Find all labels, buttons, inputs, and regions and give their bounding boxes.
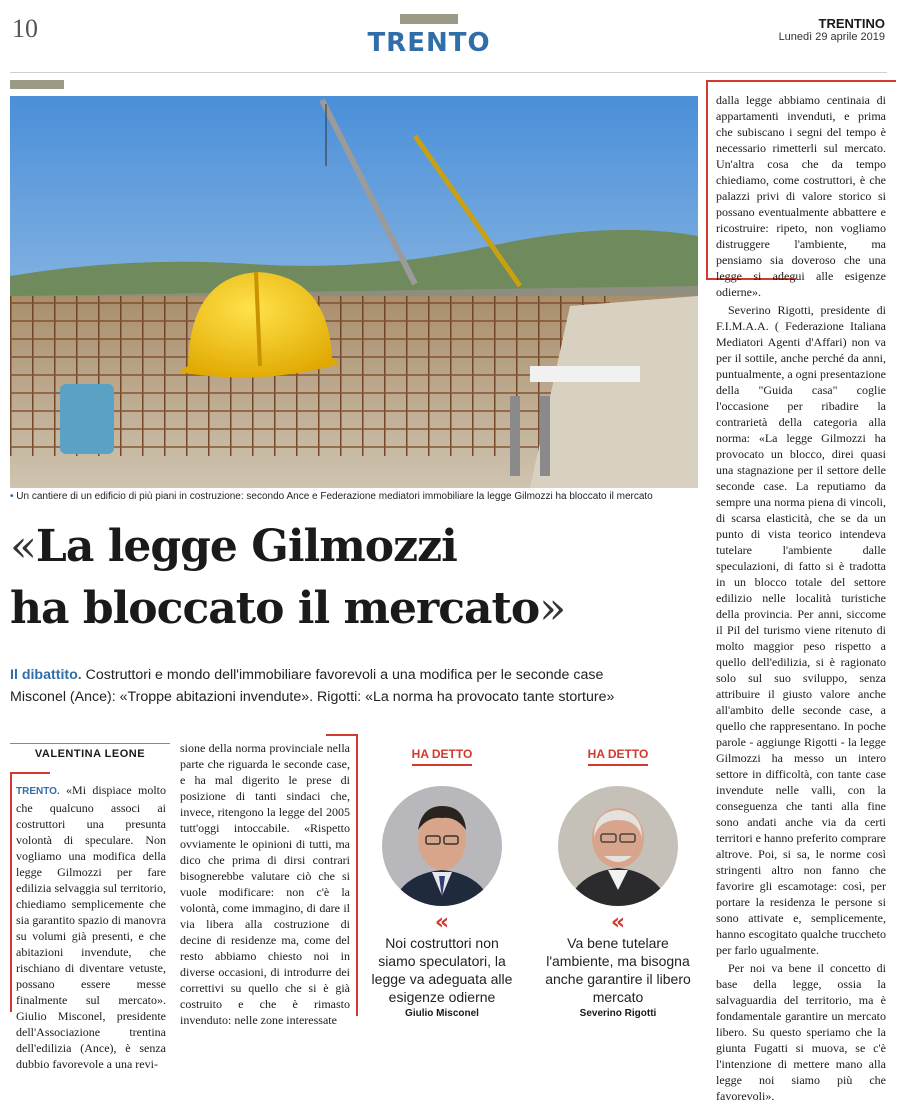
headline bbox=[10, 516, 700, 640]
article-column-1 bbox=[16, 782, 166, 1072]
page-number: 10 bbox=[12, 14, 38, 43]
headline-line-1 bbox=[10, 516, 700, 578]
quote-mark-icon: « bbox=[434, 910, 450, 935]
publication-info bbox=[779, 16, 885, 43]
quote-label: HA DETTO bbox=[412, 747, 473, 766]
deck-line-2: Misconel (Ance): «Troppe abitazioni invendute». Rigotti: «La norma ha provocato tante storture» bbox=[10, 689, 615, 705]
caption-bullet-icon: • bbox=[10, 491, 14, 502]
portrait-rigotti bbox=[558, 786, 678, 906]
portrait-rigotti-image bbox=[558, 786, 678, 906]
header-rule bbox=[10, 72, 887, 73]
frame-line bbox=[706, 80, 708, 280]
frame-line bbox=[10, 772, 50, 774]
portrait-misconel-image bbox=[382, 786, 502, 906]
frame-line bbox=[706, 80, 896, 82]
tag-bar bbox=[10, 80, 64, 89]
quote-text: Va bene tutelare l'ambiente, ma bisogna anche garantire il libero mercato bbox=[545, 935, 691, 1005]
caption-text: Un cantiere di un edificio di più piani in costruzione: secondo Ance e Federazione mediatori immobiliare la legge Gilmozzi ha bloccato il mercato bbox=[16, 491, 653, 502]
quote-author: Severino Rigotti bbox=[579, 1008, 657, 1019]
article-column-2: sione della norma provinciale nella parte che riguarda le seconde case, e ha mal digerito le prese di posizione di tanti sindaci che, invece, ritengono la legge del 2005 tutt'oggi intoccabile. «Rispetto ovviamente le opinioni di tutti, ma dico che prima di dirsi contrari bisognerebbe valutare ciò che si vuole modificare: non c'è la volontà, come immagino, di dare il via libera alla costruzione di decine di residenze ma, come del resto abbiamo chiesto noi in diverse occasioni, di introdurre dei correttivi su quello che si è già costruito e che è rimasto invenduto: nelle zone interessate bbox=[180, 741, 350, 1027]
headline-text-1: La legge Gilmozzi bbox=[35, 521, 457, 572]
deck-text-1: Costruttori e mondo dell'immobiliare favorevoli a una modifica per le seconde case bbox=[85, 667, 604, 683]
section-bar bbox=[400, 14, 458, 24]
headline-line-2 bbox=[10, 578, 700, 640]
frame-line bbox=[326, 734, 358, 736]
quote-text: Noi costruttori non siamo speculatori, la legge va adeguata alle esigenze odierne bbox=[371, 935, 513, 1005]
construction-site-photo bbox=[10, 96, 698, 488]
headline-close-quote: » bbox=[539, 583, 566, 634]
deck-line-1 bbox=[10, 664, 700, 686]
frame-line bbox=[10, 772, 12, 1012]
construction-site-image bbox=[10, 96, 698, 488]
quote-box-rigotti bbox=[544, 745, 692, 1019]
quote-author: Giulio Misconel bbox=[405, 1008, 479, 1019]
publication-date: Lunedì 29 aprile 2019 bbox=[778, 31, 885, 43]
portrait-misconel bbox=[382, 786, 502, 906]
frame-line bbox=[356, 734, 358, 1016]
quote-box-misconel bbox=[368, 745, 516, 1019]
headline-text-2: ha bloccato il mercato bbox=[10, 583, 540, 634]
section-title: TRENTO bbox=[367, 28, 491, 58]
article-paragraph: Per noi va bene il concetto di base della legge, ossia la salvaguardia del territorio, ma è fondamentale garantire un mercato libero. Su questo speriamo che la giunta Fugatti si muova, se c'è l'intenzione di mettere mano alla legge noi siamo più che favorevoli». bbox=[716, 961, 886, 1103]
deck-lead: Il dibattito. bbox=[10, 667, 82, 683]
quote-label: HA DETTO bbox=[588, 747, 649, 766]
quote-mark-icon: « bbox=[610, 910, 626, 935]
headline-open-quote: « bbox=[10, 521, 36, 572]
deck bbox=[10, 664, 700, 708]
publication-name: TRENTINO bbox=[818, 16, 885, 31]
dateline: TRENTO. bbox=[16, 786, 60, 797]
article-paragraph: dalla legge abbiamo centinaia di appartamenti invenduti, e prima che subiscano i segni del tempo è necessario rimetterli sul mercato. Un'altra cosa che da tempo chiediamo, come costruttori, è che palazzi privi di valore storico si possano eventualmente abbattere e ricostruire: ripeto, non vogliamo distruggere l'ambiente, ma pensiamo sia doveroso che una legge si adegui alle esigenze odierne». bbox=[716, 93, 886, 299]
article-paragraph: Severino Rigotti, presidente di F.I.M.A.A. ( Federazione Italiana Mediatori Agenti d'Affari) non va per il sottile, anche perché da anni, puntualmente, a ogni presentazione della "Guida casa" coglie l'occasione per ribadire la contrarietà della categoria alla norma: «La legge Gilmozzi ha provocato un blocco, direi quasi una stagnazione per il settore delle seconde case. La reputiamo da sempre una norma piena di vincoli, di scarsa elasticità, che se da un punto di vista teorico intendeva tutelare l'ambiente dalle speculazioni, di fatto si è tradotta in un blocco totale del settore edilizio nelle località turistiche della provincia. Per anni, siccome il Pil del turismo viene ritenuto di molto maggior peso rispetto a quello dell'edilizia, si è ragionato solo sul suo sviluppo, senza attribuire il giusto valore anche all'ambito delle seconde case, a quello che rappresentano. In poche parole - aggiunge Rigotti - la legge Gilmozzi ha messo un intero settore in difficoltà, con tante case invendute nelle valli, con la conseguenza che tanti alla fine sono andati anche via da certi territori e hanno preferito comprare altrove. Poi, si sa, le norme così stringenti altro non fanno che favorire gli escamotage: così, per portare la residenza le persone si sono attivate e, semplicemente, hanno escogitato qualche truccheto per farlo ugualmente. bbox=[716, 303, 886, 957]
article-text-1: «Mi dispiace molto che qualcuno associ ai costruttori una presunta volontà di speculare. Non vogliamo una modifica della legge Gilmozzi per fare edilizia selvaggia sul territorio, chiediamo semplicemente che sia garantito spazio di manovra su volumi già presenti, e che abitazioni invendute, che rischiano di diventare vetuste, possano essere messe finalmente sul mercato». Giulio Misconel, presidente dell'Associazione trentina dell'edilizia (Ance), è senza dubbio favorevole a una revi- bbox=[16, 783, 167, 1071]
article-column-3 bbox=[716, 92, 886, 1106]
byline: VALENTINA LEONE bbox=[34, 748, 146, 760]
byline-rule bbox=[10, 743, 170, 744]
photo-caption bbox=[10, 491, 700, 502]
